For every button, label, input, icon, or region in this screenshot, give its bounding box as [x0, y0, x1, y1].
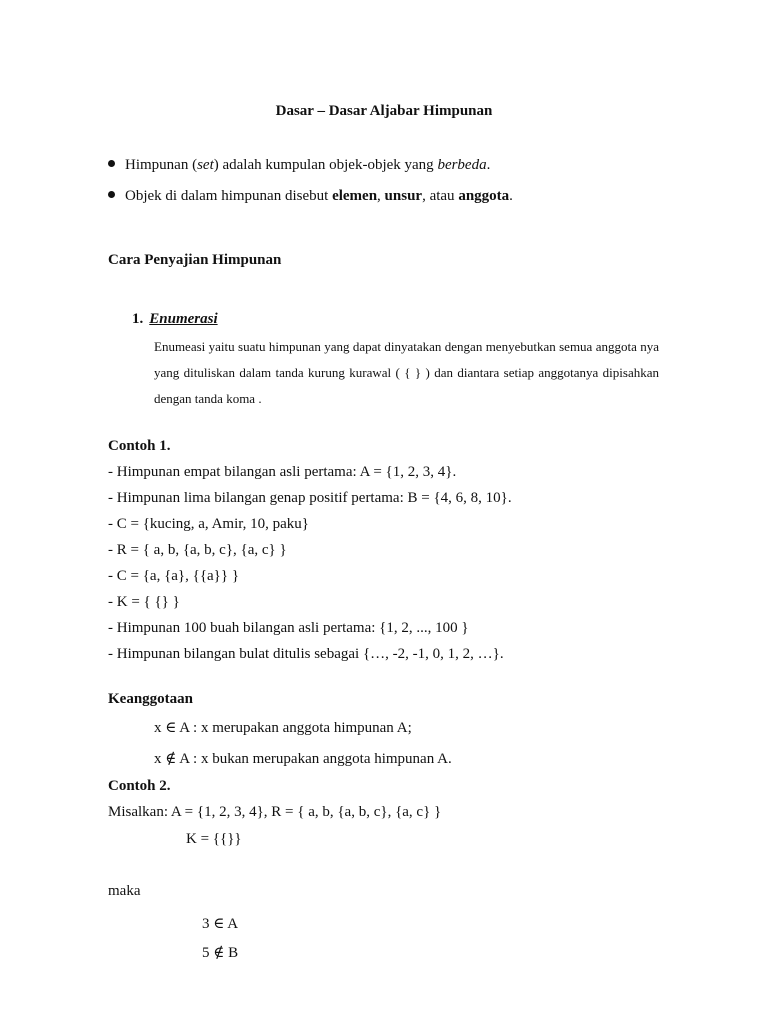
bullet-definition: Himpunan (set) adalah kumpulan objek-objek yang berbeda. [108, 157, 490, 174]
list-item-enumerasi [132, 311, 218, 328]
example-heading-2: Contoh 2. [108, 778, 171, 794]
result-line: 3 ∈ A [202, 916, 239, 932]
list-title: Enumerasi [149, 311, 218, 327]
membership-line: x ∈ A : x merupakan anggota himpunan A; [154, 720, 412, 736]
page-title: Dasar – Dasar Aljabar Himpunan [275, 103, 493, 119]
bullet-dot-icon [108, 160, 115, 167]
example-line: - C = {a, {a}, {{a}} } [108, 568, 240, 584]
maka-label: maka [108, 883, 141, 899]
bullet-dot-icon [108, 191, 115, 198]
example-line: - C = {kucing, a, Amir, 10, paku} [108, 516, 309, 532]
section-heading: Cara Penyajian Himpunan [108, 252, 282, 268]
enumerasi-paragraph: Enumeasi yaitu suatu himpunan yang dapat dinyatakan dengan menyebutkan semua anggota nya yang dituliskan dalam tanda kurung kurawal ( { } ) dan diantara setiap anggotanya dipisahkan dengan tanda koma . [154, 339, 659, 406]
membership-line: x ∉ A : x bukan merupakan anggota himpunan A. [154, 751, 452, 767]
list-number: 1. [132, 311, 144, 327]
example-line: - R = { a, b, {a, b, c}, {a, c} } [108, 542, 287, 558]
example-line: - Himpunan empat bilangan asli pertama: A = {1, 2, 3, 4}. [108, 464, 457, 480]
example-heading-1: Contoh 1. [108, 438, 171, 454]
misalkan-line: Misalkan: A = {1, 2, 3, 4}, R = { a, b, {a, b, c}, {a, c} } [108, 804, 442, 820]
result-line: 5 ∉ B [202, 945, 239, 961]
example-line: - Himpunan 100 buah bilangan asli pertama: {1, 2, ..., 100 } [108, 620, 469, 636]
example-line: - Himpunan lima bilangan genap positif pertama: B = {4, 6, 8, 10}. [108, 490, 512, 506]
bullet-element: Objek di dalam himpunan disebut elemen, unsur, atau anggota. [108, 188, 513, 205]
example-line: - K = { {} } [108, 594, 180, 610]
membership-heading: Keanggotaan [108, 691, 194, 707]
example-line: - Himpunan bilangan bulat ditulis sebagai {…, -2, -1, 0, 1, 2, …}. [108, 646, 504, 662]
k-definition-line: K = {{}} [186, 831, 242, 847]
